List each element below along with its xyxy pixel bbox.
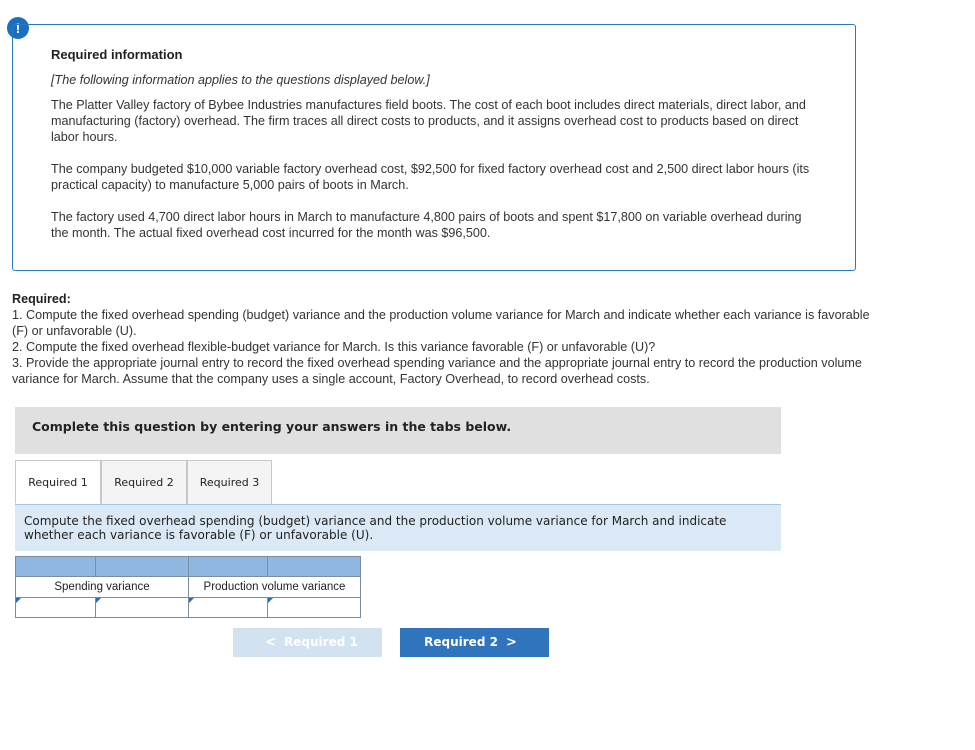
header-cell: [96, 557, 189, 577]
input-flag-icon: [16, 598, 21, 603]
answer-table: [15, 556, 361, 618]
required-item-1: 1. Compute the fixed overhead spending (budget) variance and the production volume variance for March and indicate whether each variance is favorable (F) or unfavorable (U).: [12, 308, 870, 338]
prev-button-label: Required 1: [284, 635, 358, 649]
table-label-row: [16, 577, 361, 598]
input-flag-icon: [268, 598, 273, 603]
next-button-label: Required 2: [424, 635, 498, 649]
tab-required-3[interactable]: Required 3: [187, 460, 272, 504]
spending-variance-amount-cell[interactable]: [16, 598, 96, 618]
prev-required-1-button[interactable]: [233, 628, 382, 657]
production-volume-fu-cell[interactable]: [268, 598, 361, 618]
header-cell: [189, 557, 268, 577]
required-item-2: 2. Compute the fixed overhead flexible-budget variance for March. Is this variance favorable (F) or unfavorable (U)?: [12, 340, 656, 354]
instruction-banner: Complete this question by entering your answers in the tabs below.: [15, 407, 781, 454]
chevron-left-icon: <: [265, 635, 277, 650]
spending-variance-header: Spending variance: [16, 577, 189, 598]
info-paragraph-3: The factory used 4,700 direct labor hours in March to manufacture 4,800 pairs of boots and spent $17,800 on variable overhead during the month. The actual fixed overhead cost incurred for the month was $96,500.: [51, 210, 802, 240]
tab-required-2[interactable]: Required 2: [101, 460, 187, 504]
spending-variance-amount-input[interactable]: [16, 599, 95, 617]
info-paragraph-2: The company budgeted $10,000 variable factory overhead cost, $92,500 for fixed factory overhead cost and 2,500 direct labor hours (its practical capacity) to manufacture 5,000 pairs of boots in March.: [51, 162, 810, 192]
production-volume-variance-header: Production volume variance: [189, 577, 361, 598]
input-flag-icon: [189, 598, 194, 603]
required-information-box: [12, 24, 856, 271]
next-required-2-button[interactable]: [400, 628, 549, 657]
info-subtitle: [The following information applies to the questions displayed below.]: [51, 73, 430, 87]
tab-required-1[interactable]: Required 1: [15, 460, 101, 504]
table-header-row: [16, 557, 361, 577]
table-row: [16, 598, 361, 618]
info-paragraph-1: The Platter Valley factory of Bybee Industries manufactures field boots. The cost of each boot includes direct materials, direct labor, and manufacturing (factory) overhead. The firm traces all direct costs to products, and it assigns overhead cost to products based on direct labor hours.: [51, 98, 806, 144]
alert-icon: !: [7, 17, 29, 39]
question-prompt: Compute the fixed overhead spending (budget) variance and the production volume variance for March and indicate whether each variance is favorable (F) or unfavorable (U).: [15, 505, 781, 551]
chevron-right-icon: >: [505, 635, 517, 650]
header-cell: [16, 557, 96, 577]
info-title: Required information: [51, 47, 183, 62]
required-item-3: 3. Provide the appropriate journal entry to record the fixed overhead spending variance and the appropriate journal entry to record the production volume variance for March. Assume that the company uses a single account, Factory Overhead, to record overhead costs.: [12, 356, 862, 386]
header-cell: [268, 557, 361, 577]
production-volume-amount-input[interactable]: [189, 599, 267, 617]
production-volume-fu-select[interactable]: [268, 599, 360, 617]
input-flag-icon: [96, 598, 101, 603]
required-heading: Required:: [12, 292, 71, 306]
spending-variance-fu-select[interactable]: [96, 599, 188, 617]
required-section: [12, 291, 872, 387]
production-volume-amount-cell[interactable]: [189, 598, 268, 618]
spending-variance-fu-cell[interactable]: [96, 598, 189, 618]
